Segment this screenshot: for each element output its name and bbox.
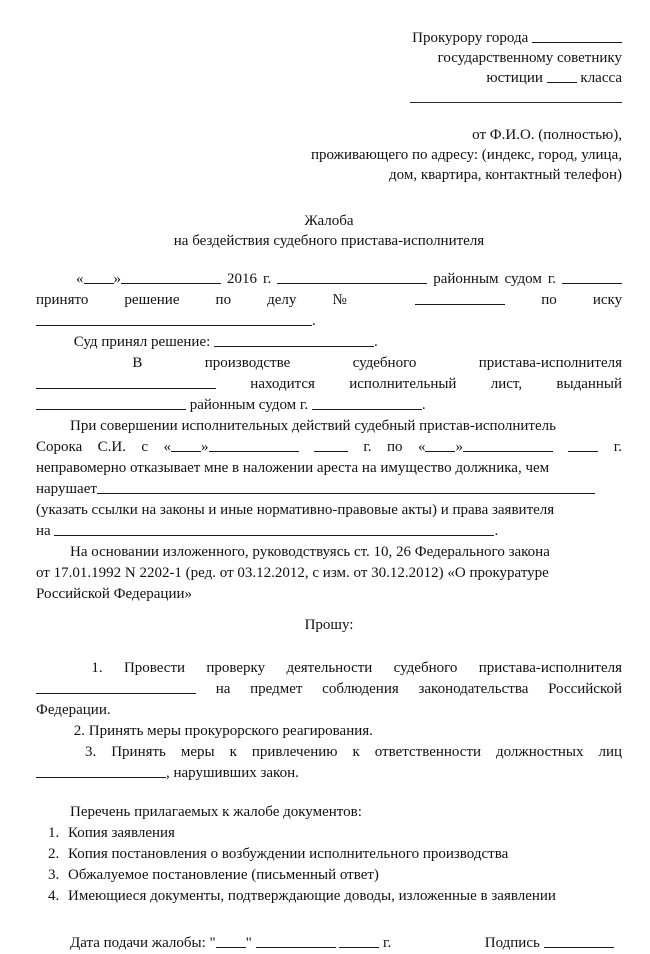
attachment-item bbox=[36, 823, 622, 844]
number-sign: № bbox=[332, 292, 380, 308]
period-to-month-blank bbox=[463, 438, 553, 452]
case-details-line-2 bbox=[36, 290, 622, 311]
attachment-item-text: Копия постановления о возбуждении исполнительного производства bbox=[68, 846, 509, 862]
addressee-city-blank bbox=[532, 29, 622, 43]
complaint-line-5: (указать ссылки на законы и иные нормативно-правовые акты) и права заявителя bbox=[36, 502, 555, 518]
proceedings-word-judicial: судебного bbox=[352, 355, 417, 371]
period-to-label: по bbox=[386, 439, 403, 455]
period-to-day-blank bbox=[425, 438, 455, 452]
attachment-item-text: Имеющиеся документы, подтверждающие доводы, изложенные в заявлении bbox=[68, 888, 556, 904]
decision-accepted-label: принято bbox=[36, 292, 89, 308]
request-item-3-number: 3. bbox=[84, 744, 97, 760]
document-title bbox=[36, 211, 622, 251]
proceedings-word-sheet: лист, bbox=[490, 376, 523, 392]
spacer bbox=[36, 636, 622, 658]
addressee-prosecutor-label: Прокурору города bbox=[412, 30, 529, 46]
addressee-class-label: класса bbox=[580, 70, 622, 86]
applicant-block bbox=[270, 125, 622, 185]
applicant-name-line: от Ф.И.О. (полностью), bbox=[472, 127, 622, 143]
header-separator-rule bbox=[410, 102, 622, 103]
request-item-1-text-2: на предмет соблюдения законодательства Российской bbox=[215, 681, 623, 697]
request-item-1-text: Провести проверку деятельности судебного пристава-исполнителя bbox=[123, 660, 623, 676]
request-item-3-line-1 bbox=[36, 742, 622, 763]
complaint-line-6 bbox=[36, 521, 622, 542]
period-from-year-blank bbox=[314, 438, 348, 452]
court-decision-label: Суд принял решение: bbox=[73, 334, 211, 350]
proceedings-period: . bbox=[421, 397, 426, 413]
period-from-day-blank bbox=[171, 438, 201, 452]
submission-date-quote-close: " bbox=[245, 935, 252, 951]
request-item-2-number: 2. bbox=[73, 723, 85, 739]
attachment-item-text: Обжалуемое постановление (письменный ответ) bbox=[68, 867, 379, 883]
spacer bbox=[36, 251, 622, 269]
addressee-line-3 bbox=[322, 68, 622, 88]
period-to-quote-close: » bbox=[455, 439, 463, 455]
spacer bbox=[36, 605, 622, 615]
bailiff-name-label: Сорока С.И. bbox=[36, 439, 126, 455]
addressee-line-1 bbox=[322, 28, 622, 48]
issuing-court-blank bbox=[36, 396, 186, 410]
proceedings-word-writ: исполнительный bbox=[349, 376, 457, 392]
rights-on-label: на bbox=[36, 523, 51, 539]
signature-blank bbox=[544, 934, 614, 948]
document-content bbox=[36, 28, 622, 954]
attachment-item-number: 4. bbox=[48, 888, 60, 904]
complaint-line-2 bbox=[36, 437, 622, 458]
day-blank bbox=[84, 270, 114, 284]
addressee-line-2: государственному советнику bbox=[437, 50, 622, 66]
document-footer bbox=[36, 933, 622, 954]
case-label: делу bbox=[267, 292, 297, 308]
spacer bbox=[36, 784, 622, 802]
complaint-line-1: При совершении исполнительных действий судебный пристав-исполнитель bbox=[70, 418, 556, 434]
legal-basis-line-3: Российской Федерации» bbox=[36, 586, 193, 602]
request-item-1-line-1 bbox=[36, 658, 622, 679]
court-decision-blank bbox=[214, 333, 374, 347]
on-label: по bbox=[215, 292, 232, 308]
by-label: по bbox=[541, 292, 557, 308]
with-label: с bbox=[141, 439, 149, 455]
complaint-line-4 bbox=[36, 479, 622, 500]
proceedings-word-bailiff: пристава-исполнителя bbox=[478, 355, 623, 371]
year-label: 2016 г. bbox=[227, 271, 272, 287]
proceedings-word-located: находится bbox=[250, 376, 315, 392]
submission-month-blank bbox=[256, 934, 336, 948]
case-details-line-3 bbox=[36, 311, 622, 332]
complaint-line-3: неправомерно отказывает мне в наложении ареста на имущество должника, чем bbox=[36, 460, 550, 476]
legal-basis-line-2: от 17.01.1992 N 2202-1 (ред. от 03.12.2012, с изм. от 30.12.2012) «О прокуратуре bbox=[36, 565, 549, 581]
claim-subject-blank bbox=[36, 312, 312, 326]
request-item-3-line-2 bbox=[36, 763, 622, 784]
proceedings-line-1 bbox=[36, 353, 622, 374]
rights-period: . bbox=[494, 523, 499, 539]
submission-year-blank bbox=[339, 934, 379, 948]
signature-label: Подпись bbox=[484, 935, 540, 951]
attachment-item bbox=[36, 886, 622, 907]
date-quote-close: » bbox=[113, 271, 121, 287]
request-item-1-line-3: Федерации. bbox=[36, 702, 111, 718]
request-item-1-line-2 bbox=[36, 679, 622, 700]
submission-date-label: Дата подачи жалобы: bbox=[70, 935, 206, 951]
case-details-period: . bbox=[312, 313, 316, 329]
rights-blank bbox=[54, 522, 494, 536]
decision-label: решение bbox=[124, 292, 180, 308]
claim-label: иску bbox=[592, 292, 623, 308]
violates-label: нарушает bbox=[36, 481, 97, 497]
period-to-year-blank bbox=[568, 438, 598, 452]
issuing-court-city-blank bbox=[312, 396, 422, 410]
proceedings-line-3 bbox=[36, 395, 622, 416]
submission-date-quote-open: " bbox=[209, 935, 216, 951]
month-blank bbox=[121, 270, 221, 284]
attachment-item-number: 1. bbox=[48, 825, 60, 841]
request-item-1-number: 1. bbox=[91, 660, 103, 676]
period-to-year-mark: г. bbox=[613, 439, 622, 455]
period-from-quote-open: « bbox=[163, 439, 171, 455]
attachment-item bbox=[36, 844, 622, 865]
title-line-1: Жалоба bbox=[304, 213, 354, 229]
court-decision-line bbox=[36, 332, 622, 353]
court-decision-period: . bbox=[374, 334, 378, 350]
attachment-item-text: Копия заявления bbox=[68, 825, 175, 841]
issuing-court-label: районным судом г. bbox=[189, 397, 309, 413]
period-to-quote-open: « bbox=[417, 439, 426, 455]
bailiff-name-blank bbox=[36, 375, 216, 389]
proceedings-word-v: В bbox=[132, 355, 143, 371]
request-item-3-text-2: , нарушивших закон. bbox=[166, 765, 299, 781]
proceedings-word-production: производстве bbox=[204, 355, 291, 371]
case-number-blank bbox=[415, 291, 505, 305]
request-item-3-officials-blank bbox=[36, 764, 166, 778]
submission-year-mark: г. bbox=[383, 935, 392, 951]
date-quote-open: « bbox=[76, 271, 84, 287]
attachment-item bbox=[36, 865, 622, 886]
period-from-month-blank bbox=[209, 438, 299, 452]
addressee-block bbox=[322, 28, 622, 88]
period-from-quote-close: » bbox=[201, 439, 209, 455]
attachments-heading: Перечень прилагаемых к жалобе документов: bbox=[70, 804, 362, 820]
proceedings-line-2 bbox=[36, 374, 622, 395]
proceedings-word-issued: выданный bbox=[556, 376, 623, 392]
request-item-2 bbox=[36, 721, 622, 742]
applicant-contact-line: дом, квартира, контактный телефон) bbox=[389, 167, 622, 183]
title-line-2: на бездействия судебного пристава-исполнителя bbox=[173, 233, 485, 249]
case-details-line-1 bbox=[36, 269, 622, 290]
violated-norms-blank bbox=[97, 480, 595, 494]
addressee-class-blank bbox=[547, 69, 577, 83]
request-item-3-text: Принять меры к привлечению к ответственности должностных лиц bbox=[111, 744, 623, 760]
attachment-item-number: 3. bbox=[48, 867, 60, 883]
court-city-blank bbox=[562, 270, 622, 284]
submission-day-blank bbox=[216, 934, 246, 948]
applicant-address-line: проживающего по адресу: (индекс, город, улица, bbox=[311, 147, 622, 163]
request-item-2-text: Принять меры прокурорского реагирования. bbox=[88, 723, 373, 739]
legal-basis-line-1: На основании изложенного, руководствуясь ст. 10, 26 Федерального закона bbox=[70, 544, 550, 560]
court-label: районным судом г. bbox=[433, 271, 557, 287]
request-heading: Прошу: bbox=[304, 617, 354, 633]
addressee-justice-label: юстиции bbox=[486, 70, 543, 86]
attachment-item-number: 2. bbox=[48, 846, 60, 862]
request-item-1-bailiff-blank bbox=[36, 680, 196, 694]
period-from-year-mark: г. bbox=[363, 439, 372, 455]
court-name-blank bbox=[277, 270, 427, 284]
